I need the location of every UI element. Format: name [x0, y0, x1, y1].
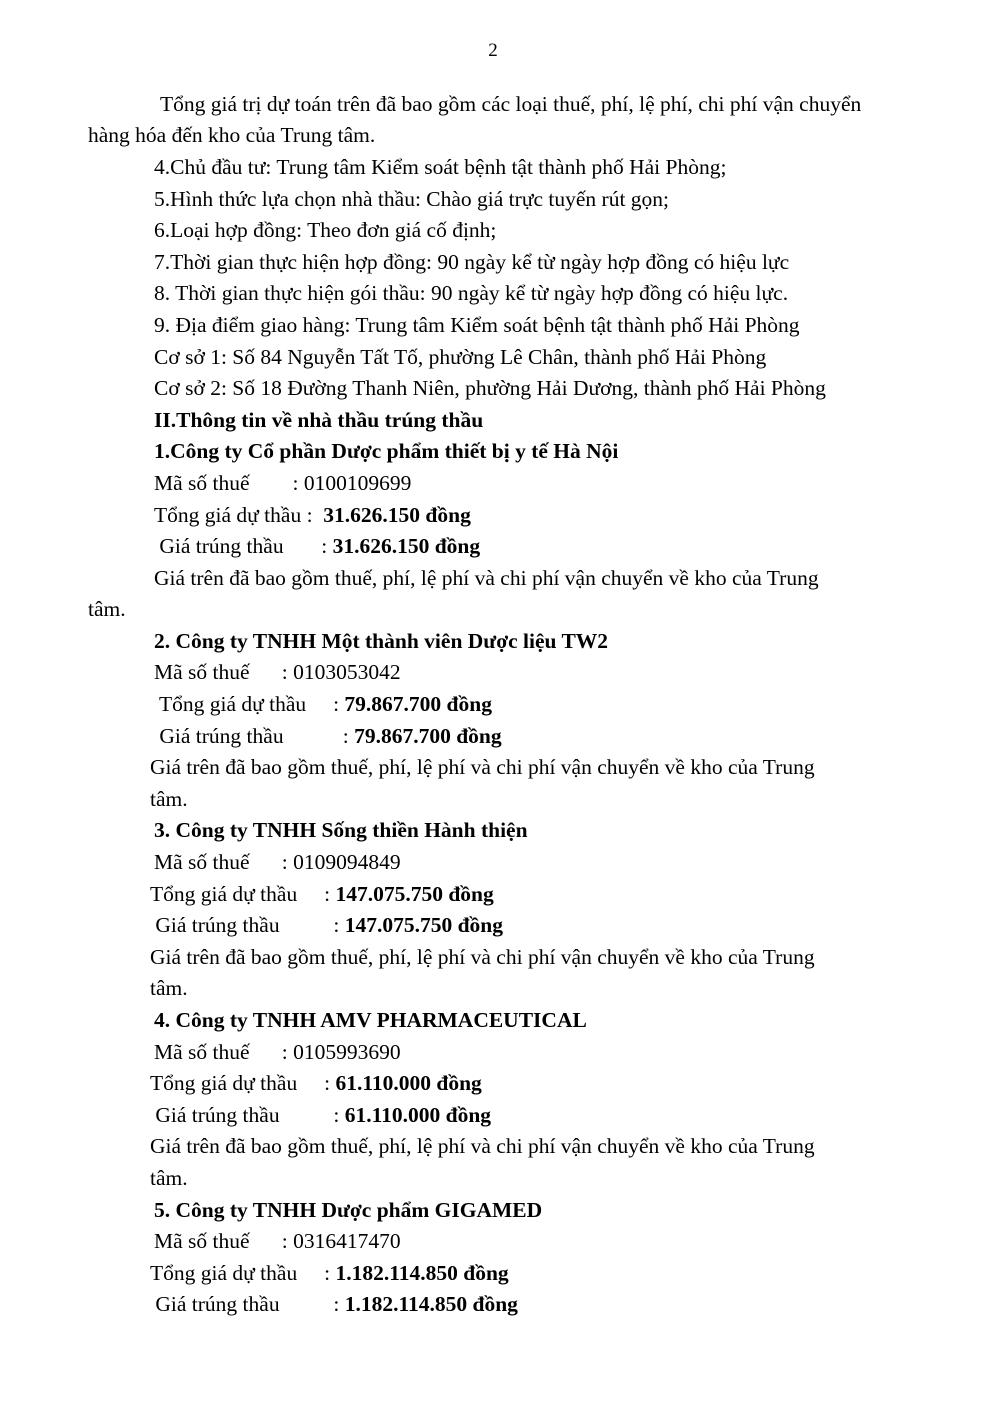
win-value: 31.626.150 đồng — [332, 534, 481, 559]
bidder-entry-1 — [88, 436, 898, 626]
tax-label: Mã số thuế — [154, 1039, 250, 1064]
bidder-win-row — [88, 910, 898, 942]
bidder-tax-row — [88, 1226, 898, 1258]
total-separator: : — [297, 881, 336, 906]
list-item-4: 4.Chủ đầu tư: Trung tâm Kiểm soát bệnh tật thành phố Hải Phòng; — [154, 154, 727, 179]
tax-separator: : — [249, 470, 304, 495]
bidder-title: 4. Công ty TNHH AMV PHARMACEUTICAL — [154, 1008, 587, 1033]
bidder-title: 2. Công ty TNHH Một thành viên Dược liệu TW2 — [154, 628, 609, 653]
win-value: 79.867.700 đồng — [354, 723, 502, 748]
tax-value: 0105993690 — [293, 1039, 401, 1064]
tax-separator: : — [249, 1229, 294, 1254]
win-separator: : — [283, 723, 355, 748]
bidder-title: 5. Công ty TNHH Dược phẩm GIGAMED — [154, 1197, 543, 1222]
list-item-5: 5.Hình thức lựa chọn nhà thầu: Chào giá trực tuyến rút gọn; — [154, 186, 670, 211]
tax-separator: : — [249, 850, 294, 875]
tax-label: Mã số thuế — [154, 850, 250, 875]
total-separator: : — [297, 1071, 336, 1096]
bidder-title: 3. Công ty TNHH Sống thiền Hành thiện — [154, 818, 528, 843]
bidder-note-cont: tâm. — [150, 976, 188, 1001]
bidder-tax-row — [88, 1037, 898, 1069]
total-value: 147.075.750 đồng — [335, 881, 494, 906]
bidder-total-row — [88, 879, 898, 911]
bidder-note: Giá trên đã bao gồm thuế, phí, lệ phí và chi phí vận chuyển về kho của Trung — [150, 944, 815, 969]
total-label: Tổng giá dự thầu : — [154, 502, 313, 527]
win-value: 1.182.114.850 đồng — [344, 1292, 518, 1317]
bidder-total-row — [88, 1068, 898, 1100]
bidder-entry-2 — [88, 626, 898, 816]
list-item-8: 8. Thời gian thực hiện gói thầu: 90 ngày kể từ ngày hợp đồng có hiệu lực. — [154, 281, 789, 306]
tax-value: 0109094849 — [293, 850, 401, 875]
total-separator: : — [306, 692, 345, 717]
bidder-win-row — [88, 1289, 898, 1321]
bidder-note-cont: tâm. — [150, 1165, 188, 1190]
bidder-note: Giá trên đã bao gồm thuế, phí, lệ phí và chi phí vận chuyển về kho của Trung — [154, 565, 819, 590]
bidder-win-row — [88, 721, 898, 753]
win-label: Giá trúng thầu — [150, 1292, 280, 1317]
win-label: Giá trúng thầu — [154, 534, 284, 559]
total-label: Tổng giá dự thầu — [150, 881, 298, 906]
win-separator: : — [279, 913, 345, 938]
total-separator: : — [297, 1260, 336, 1285]
tax-label: Mã số thuế — [154, 660, 250, 685]
tax-label: Mã số thuế — [154, 470, 250, 495]
bidder-note-cont: tâm. — [88, 597, 126, 622]
win-separator: : — [279, 1102, 345, 1127]
list-item-9: 9. Địa điểm giao hàng: Trung tâm Kiểm soát bệnh tật thành phố Hải Phòng — [154, 312, 800, 337]
total-value: 31.626.150 đồng — [323, 502, 471, 527]
section-heading-ii: II.Thông tin về nhà thầu trúng thầu — [154, 407, 484, 432]
win-separator: : — [283, 534, 333, 559]
bidder-total-row — [88, 500, 898, 532]
list-item-7: 7.Thời gian thực hiện hợp đồng: 90 ngày kể từ ngày hợp đồng có hiệu lực — [154, 249, 790, 274]
win-value: 61.110.000 đồng — [344, 1102, 492, 1127]
delivery-site-2: Cơ sở 2: Số 18 Đường Thanh Niên, phường Hải Dương, thành phố Hải Phòng — [154, 376, 826, 401]
tax-value: 0103053042 — [293, 660, 401, 685]
bidder-win-row — [88, 1100, 898, 1132]
bidder-tax-row — [88, 657, 898, 689]
bidder-title: 1.Công ty Cổ phần Dược phẩm thiết bị y tế Hà Nội — [154, 439, 619, 464]
bidder-tax-row — [88, 468, 898, 500]
total-value: 79.867.700 đồng — [344, 692, 492, 717]
bidder-entry-4 — [88, 1005, 898, 1195]
bidder-tax-row — [88, 847, 898, 879]
win-label: Giá trúng thầu — [154, 723, 284, 748]
tax-label: Mã số thuế — [154, 1229, 250, 1254]
bidder-note: Giá trên đã bao gồm thuế, phí, lệ phí và chi phí vận chuyển về kho của Trung — [150, 1134, 815, 1159]
tax-separator: : — [249, 1039, 294, 1064]
bidder-note: Giá trên đã bao gồm thuế, phí, lệ phí và chi phí vận chuyển về kho của Trung — [150, 755, 815, 780]
bidder-total-row — [88, 689, 898, 721]
bidder-total-row — [88, 1258, 898, 1290]
total-label: Tổng giá dự thầu — [150, 1071, 298, 1096]
tax-value: 0100109699 — [303, 470, 412, 495]
win-label: Giá trúng thầu — [150, 1102, 280, 1127]
tax-value: 0316417470 — [293, 1229, 401, 1254]
bidder-win-row — [88, 531, 898, 563]
total-value: 61.110.000 đồng — [335, 1071, 482, 1096]
delivery-site-1: Cơ sở 1: Số 84 Nguyễn Tất Tố, phường Lê Chân, thành phố Hải Phòng — [154, 344, 767, 369]
tax-separator: : — [249, 660, 294, 685]
list-item-6: 6.Loại hợp đồng: Theo đơn giá cố định; — [154, 218, 497, 243]
intro-paragraph: Tổng giá trị dự toán trên đã bao gồm các loại thuế, phí, lệ phí, chi phí vận chuyển hàng hóa đến kho của Trung tâm. — [88, 91, 862, 148]
win-value: 147.075.750 đồng — [344, 913, 503, 938]
bidder-entry-3 — [88, 815, 898, 1005]
bidder-entry-5 — [88, 1195, 898, 1321]
total-label: Tổng giá dự thầu — [154, 692, 307, 717]
total-label: Tổng giá dự thầu — [150, 1260, 298, 1285]
page-number: 2 — [488, 40, 498, 61]
bidder-note-cont: tâm. — [150, 786, 188, 811]
total-value: 1.182.114.850 đồng — [335, 1260, 509, 1285]
win-separator: : — [279, 1292, 345, 1317]
win-label: Giá trúng thầu — [150, 913, 280, 938]
